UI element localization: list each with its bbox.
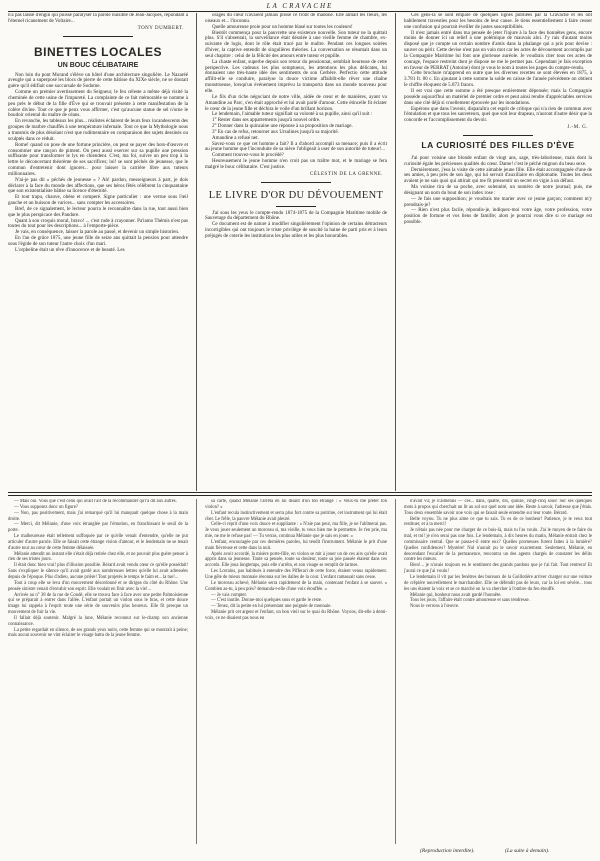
feuilleton-column-3 xyxy=(404,499,592,844)
paragraph: J'ai sous les yeux le compte-rendu 1874-1875 de la Compagnie Maritime mobile de Sauvetage du département du Rhône. xyxy=(205,209,387,222)
paragraph: Amandine a refusé net. xyxy=(212,134,259,141)
column-2 xyxy=(205,13,387,491)
divider xyxy=(261,182,331,183)
paragraph: Bref, de ce signalement, le lecteur pourra le reconnaître dans la rue, tout aussi bien que le plus perspicace des Pandore. xyxy=(8,205,188,218)
paragraph: L'enfant recula instinctivement et serra plus fort contre sa poitrine, cet instrument qui lui était cher. Le frêle, la pauvre Mélanie avait pleuré. xyxy=(205,510,387,522)
paragraph: Arrivée au n° 38 de la rue de Condé, elle se trouva face à face avec une petite Palmoisienne qui se préparait à entrer dans l'allée. L'enfant portait un violon sous le bras, et cette douce image lui rappela à l'esprit toute une série de souvenirs plus heureux. Elle fit presque un mouvement de fuir la vie. xyxy=(8,592,188,616)
paragraph: La chaste enfant, superbe depuis son retour du pensionnat, semblait heureuse de cette perspective. Les cadeaux les plus somptueux, les attentions les plus délicates, lui donnaient une très-haute idée des sentiments de son Cerbère. Perfectio cette attitude affilit-elle se conduire, paralyse la douce victime affaiblit-elle rêver une chaîne monstrueuse, lorsqu'un événement imprévu la transporta dans un monde nouveau pour elle. xyxy=(205,58,387,94)
paragraph: Après avoir accordé, la misère porte-fille, en violon se mit à jouer un de ces airs qu'elle avait appris dans sa jeunesse. Toute sa pensée, toute sa douleur, toute sa joie passée étaient dans ces accords. Elle joua longtemps, puis elle s'arrêta, et son visage se remplit de larmes. xyxy=(205,551,387,569)
paragraph: Nous le verrons à l'œuvre. xyxy=(410,604,460,610)
paragraph: Rome! quand on pose de une fortune princière, on peut se payer des hors-d'œuvre et consommer une rançon de piment. On peut aussi exercer sur sa pupille une pression suffisante pour transformer le lys en chiendent. C'est, ma foi, suivre un peu trop à la lettre le déconcertant théorème de ses sacrifices; lui! se sont péchés de jeunesse, que le commun d'entretenir dont ignorer... pour laisser la carrière libre aux tuteurs millionnaires. xyxy=(8,141,188,177)
paragraph: Bien!... je n'avais toujours eu le sentiment des grands pardons que je t'ai fait. Tout rentrera! Et j'aurai ce que j'ai voulu! xyxy=(404,563,592,575)
paragraph: — Tenez, dit la petite en lui présentant une poignée de monnaie. xyxy=(211,604,332,610)
paragraph: Il était donc bien vrai! plus d'illusion possible. Bérard avait vendu cœur ce qu'elle possédait! Sans s'expliquer le silence qu'il avait gardé aux nombreuses lettres qu'elle lui avait adressées depuis de l'époque. Plus d'adieu, aucune prière! Tout projetés le temps le faim et... la tue!... xyxy=(8,563,188,580)
paragraph: 2° Donner dans la quinzaine une réponse à sa proposition de mariage. xyxy=(212,123,353,130)
intro-text: n'a pas laissé d'engin qui puisse paralyser la parole nuisible de Jean-Jacques, répondant à l'éternel ricanement de Voltaire... xyxy=(8,13,188,24)
paragraph: Mélanie attendit un instant elle s'était déjà retirée chez elle, et ne pouvait plus guère penser à rien de ses tristes jours. xyxy=(8,551,188,563)
paragraph: Quant à son croquis moral, bravo! ... c'est rude à crayonner. Pa'iamo Thémis n'est pas toutes du tout pour les descriptions... à l'emporte-pièce. xyxy=(8,217,188,230)
paragraph: Espérons que dans l'avenir, disparaîtra cet esprit de critique qui n'a rien de commun avec l'émulation et que tous les sauveteurs, quel que soit leur drapeau, n'auront d'autre désir que la concorde et l'accomplissement du devoir. xyxy=(404,105,592,124)
paragraph: Le malheureuse était tellement suffoquée par ce qu'elle venait d'entendre, qu'elle ne put articuler d'autre parole. Elle se faisait cette étrange vision d'amour, et le lendemain ne se tenait d'autre tour au cœur de cette femme délaissée. xyxy=(8,534,188,551)
paragraph: 3° En cas de refus, retourner aux Ursulines jusqu'à sa majorité. xyxy=(212,128,339,135)
paragraph: Le lendemain, l'aimable tuteur signifiait sa volonté à sa pupille, ainsi qu'il suit : xyxy=(212,111,373,118)
paragraph: En revanche, les tableaux les plus... réalistes éclairent de leurs feux incandescents des groupes de marbre chauffés à une température infernale. Tout ce que la Mythologie nous a transmis de plus désolant n'est que rudimentaire en comparaison des sujets dessinés ou sculptés dans ce réduit. xyxy=(8,118,188,142)
paragraph: J'ai pour voisine une blonde enfant de vingt ans, sage, très-laborieuse, mais dont la curiosité égale les précieuses qualités du cœur. Dame! c'est le péché mignon du beau sexe. xyxy=(404,154,592,167)
column-separator xyxy=(196,499,197,844)
paragraph: La petite regardait en silence, de ses grands yeux noirs, cette femme qui se montrait à peine; mais aucun souvenir ne vint éclairer le visage battu de la jeune femme. xyxy=(8,627,188,639)
paragraph: Comment trouvez-vous le procédé? xyxy=(212,152,284,159)
article-body xyxy=(8,73,188,254)
paragraph: — Non, pas positivement, mais j'ai remarqué qu'il lui manquait quelque chose à la main droite. xyxy=(8,510,188,522)
paragraph: Mélanie qui, bonheur nous avait gardé l'honnête. xyxy=(410,592,502,598)
top-rule xyxy=(8,11,592,12)
paragraph: N'ai-je pas dit « péchés de jeunesse » ? Ah! pardon, messeigneurs à part, je dois déclarer à la face du monde des affections, que ses héros fêtés célèbrent la cinquantaine que son existentialiste bâtise sa licence d'éternité. xyxy=(8,176,188,195)
paragraph: Ces gens-là se sont emparé de quelques lignes publiées par la Cravache et les ont habilement travesties pour les besoins de leur cause. Je tiens essentiellement à faire cesser une confusion qui pourrait éveiller de justes susceptibilités. xyxy=(404,13,592,30)
divider xyxy=(463,135,533,136)
feuilleton-rule xyxy=(8,495,592,496)
divider xyxy=(276,206,316,207)
feuilleton-column-1 xyxy=(8,499,188,844)
paragraph: Non loin du pont Morand s'élève un hôtel d'une architecture singulière. Le Nazaréé aveugle qui a superposé les blocs de pierre de cette bâtisse du XIXe siècle, ne se doutait guère qu'il édifiait une succursale de Sodome. xyxy=(8,71,188,90)
paragraph: — Merci, dit Mélanie, d'une voix étranglée par l'émotion, en franchissant le seuil de la porte. xyxy=(8,522,188,534)
section-title-curiosite: LA CURIOSITÉ DES FILLES D'ÈVE xyxy=(421,139,575,150)
divider xyxy=(63,36,133,37)
paragraph: — Vous supposez donc un figure? xyxy=(14,504,79,510)
intro-signature: TONY DUMBERT. xyxy=(137,25,184,31)
paragraph: — Mais oui. Vous que c'est celui qui avait l'air de la recommander qu'l'a dit aux autres. xyxy=(14,499,177,504)
paragraph: L'orpheline était un rêve d'innocence et de beauté. Les xyxy=(15,246,125,253)
paragraph: Cette brochure m'apprend en outre que les diverses recettes se sont élevées en 1875, à 3.781 fr. 80 c. En ajoutant à cette somme la solde en caisse de l'année précédente on obtient le chiffre éloquent de 5.873 francs. xyxy=(404,70,592,89)
column-separator xyxy=(395,13,396,491)
paragraph: En l'an de grâce 1875, une jeune fille de seize ans quittait la pension pour attendre sous l'égide de son tuteur l'autre choix d'un mari. xyxy=(8,235,188,247)
paragraph: Tout à coup elle se leva d'un mouvement désordonné et se dirigea du côté du Rhône. Une pensée sinistre venait d'envahir son esprit. Elle voulait en finir avec la vie!... xyxy=(8,580,188,592)
paragraph: Je n'étais pas née pour me charger de ce bois-là, mais tu l'as voulu. J'ai le moyen de te faire du mal, et toi! je n'en serai pas une fois. Le lendemain, à dix heures du matin, Mélanie entrait chez le commissaire central. Que se passa-t-il entre eux? Quelles promesses furent faites à la lumière? Quelles confidences? Mystère! Nul n'aurait pu le savoir exactement. Seulement, Mélanie, en descendant l'escalier de la permanence, rencontra un des agents chargés de constater les délits contre les mœurs. xyxy=(404,528,592,563)
paragraph: — C'est inutile. Donne-moi quelques sous et garde le reste. xyxy=(211,598,323,604)
paragraph: Dernièrement, j'eus la visite de cette aimable jeune fille. Elle était accompagnée d'une de ses amies, à peu près de son âge, qui lui servait d'auxiliaire en diplomatie. Toutes les deux avaient je ne sais quoi qui attirait qui me fit pressentir un secret en vigie à un défaut. xyxy=(404,166,592,185)
paragraph: Savez-vous ce que cet homme a fait? Il a d'abord accompli sa menace; puis il a écrit au jeune homme que l'inconduite de sa nièce l'obligeait à user de son autorité de tuteur!... xyxy=(205,140,387,153)
feuilleton-column-2 xyxy=(205,499,387,844)
column-3 xyxy=(404,13,592,491)
article-signature: J.-M. G. xyxy=(567,125,588,131)
article-body xyxy=(205,211,387,240)
section-title-livre-dor: LE LIVRE D'OR DU DÉVOUEMENT xyxy=(208,189,384,201)
paragraph: Belle voyou. Tu ne plus aime ce que tu sais. Tu es de ce bonheur! Patience, je te veux tout restituer, et à ta merci! xyxy=(404,516,592,528)
paragraph: n'avait vu; je n'aimerais — ces... dans, quatre, dix, quinze, vingt-cinq sous! Sur ses quelques mots à propos qui cherchait un lit au sol sur quel nom une idée. Reste à savoir, l'adresse que j'étais. Tous deux ensemble savoir une voix qui se faisait seule entendre sur leur route. Bérard. xyxy=(404,499,592,516)
paragraph: — Je vais compter. xyxy=(211,592,247,598)
continued-notice: (La suite à demain). xyxy=(505,848,550,854)
paragraph: Quelle amoureuse proie pour un homme blasé sur toutes les couleurs! xyxy=(212,23,353,30)
paragraph: Ce document est de nature à modifier singulièrement l'opinion de certains détracteurs incorrigibles qui ont toujours le triste privilège de suscité la haine de parti pris et à leurs préjugés de coterie les institutions les plus utiles et les plus honorables. xyxy=(205,221,387,239)
paragraph: Il n'est jamais entré dans ma pensée de jeter l'injure à la face des honnêtes gens, encore moins de donner ici un relief à une polémique de mauvais aloi. J'y rais d'autant moins disposé que je compte un certain nombre d'amis dans la phalange qui a pris pour devise : sauver ou périr. Cette devise n'est pas un vain mot car les actes de dévouement accomplis par la Compagnie Maritime lui font une glorieuse auréole. Je voudrais citer tous ces actes de courage, l'espace restreint dont je dispose ne me le permet pas. Cependant je fais exception en faveur de PERRAT (Antoine) dont je vous le nom à toutes les pages du compte-rendu. xyxy=(404,29,592,71)
section-title-binettes: BINETTES LOCALES xyxy=(33,44,162,59)
paragraph: Ma voisine tira de sa poche, avec solennité, un numéro de notre journal; puis, me désignant un nom du bout de son index rose : xyxy=(404,184,592,196)
paragraph: Je vais, en conséquence, laisser la parole au passé, et devenir un simple historien. xyxy=(15,229,180,236)
paragraph: Il est vrai que cette somme a été presque entièrement dépensée; mais la Compagnie possède aujourd'hui un matériel de premier ordre et peut ainsi rendre d'appréciables services dans une cité déjà si cruellement éprouvée par les inondations. xyxy=(404,87,592,106)
column-1 xyxy=(8,13,188,491)
paragraph: Le lendemain il vit par les fenêtres des bureaux de la Guillotière arriver charger sur une voiture de crêpière nouvellement le marchandier. Elle ne défendit pas de leurs, car la loi est sévère... tous les uns étaient la voix et se ce marché on la va chercher à l'ombre du feu étouffé. xyxy=(404,574,592,592)
article-body xyxy=(205,13,387,171)
paragraph: Il fallait déjà soutenir. Malgré la lune, Mélanie reconnut sur le-champ son ancienne connaissance. xyxy=(8,615,188,627)
article-body xyxy=(404,156,592,226)
paragraph: Bientôt commença pour la pauvrette une existence nouvelle. Son tuteur ne la quittait plus. S'il s'absentait, la surveillance était désolée à une vieille femme de chambre, ex-suivante de logis, dont le rôle était tracé par le maître. Pendant ces longues soirées d'hiver, la captive entendit de singulières théories. La conversation se résumait dans un seul chapitre : celui de la félicité des amours entre tuteur et pupille. xyxy=(205,29,387,59)
paragraph: Celle-ci reprit d'une voix douce et suppliante : « N'aie pas peur, ma fille, je ne l'abîmerai pas. Je veux jouer seulement un morceau si, ma vieille, tu veux bien me le permettre. Je t'en prie, ma mie, ne me le refuse pas! — Tu verras, continua Mélanie que je sais en jouer. » xyxy=(205,522,387,540)
paragraph: 1° Rester dans ses appartements jusqu'à nouvel ordre. xyxy=(212,117,321,124)
paragraph: orages du cœur n'avaient jamais plissé ce front de madone. Elle aimait les fleurs, les oiseaux et... l'inconnu. xyxy=(205,13,387,24)
paragraph: L'enfant, encouragée par ces dernières paroles, lui tendit l'instrument. Mélanie le prit d'une main fiévreuse et cette dans la nuit. xyxy=(205,539,387,551)
paragraph: Le morceau achevé, Mélanie serra rapidement de la main, contenant l'enfant à se sauver. « Combien as-tu, à peu près? demanda-t-elle d'une voix étouffée. » xyxy=(205,580,387,592)
paragraph: Comme un premier avertissement du Seigneur, le feu céleste a même déjà visité la cheminée de cette usine de l'impureté. La complainte de ce fait mémorable se nomme à peu près le début de la fille d'Ève qui se trouvait présente à cette manifestation de la colère divine. Tout ce que je peux vous affirmer, c'est qu'aucune statue de sel n'orne le boudoir oriental du maître de céans. xyxy=(8,89,188,119)
article-body xyxy=(404,13,592,124)
column-separator xyxy=(196,13,197,491)
reproduction-notice: (Reproduction interdite). xyxy=(420,848,475,854)
paragraph: Tous les jours, l'affaire était contre amoureuse et sans tendresse. xyxy=(410,598,530,604)
paragraph: sa carte, quand Mélanie l'arrêta en lui disant d'un ton étrange : « Veux-tu me prêter ton violon? » xyxy=(205,499,387,510)
paragraph: Mélanie prit cet argent et l'enfant, un bon vieil sur le quai du Rhône. Voyons, dit-elle à demi-voix, ce ne disaient pas nous en xyxy=(205,610,387,621)
feuilleton-rule xyxy=(8,492,592,493)
section-subtitle-bouc: UN BOUC CÉLIBATAIRE xyxy=(57,61,139,69)
paragraph: — Rien n'est plus facile, répondis-je, indiquez-moi votre âge, votre profession, votre position de fortune et vos liens de famille; alors je pourrai vous dire si ce mariage est possible. xyxy=(404,207,592,226)
paragraph: — Je fais une supposition; je voudrais me marier avec ce jeune garçon; comment m'y prendrais-je? xyxy=(404,195,592,208)
masthead: LA CRAVACHE xyxy=(266,2,334,10)
paragraph: Et tout trapu, chauve, obèse et comperé. Signe particulier : une verrue sous l'œil gauche et un buisson de varices... sans compter les accessoires. xyxy=(8,194,188,207)
paragraph: Le fils d'un riche négociant de notre ville, aidée de cœur et de manières, ayant vu Amandine au Parc, s'en était approché et lui avait parlé d'amour. Cette étincelle fit éclater le cœur de la jeune fille et déchira le voile d'un brillant horizon. xyxy=(205,93,387,112)
paragraph: Les Lorrains, pas habitués à entendre des Pifferari de cette force, étaient venus rapidement. Une gêle de mieux monnaie résonna sur les dalles de la cour. L'enfant ramassait sans cesse. xyxy=(205,569,387,580)
article-signature: CÉLESTIN DE LA GRENNE. xyxy=(310,171,383,177)
column-separator xyxy=(395,499,396,844)
paragraph: Heureusement le jeune homme n'en croit pas un traître mot, et le mariage se fera malgré le bouc célibataire. C'est justice. xyxy=(205,158,387,170)
